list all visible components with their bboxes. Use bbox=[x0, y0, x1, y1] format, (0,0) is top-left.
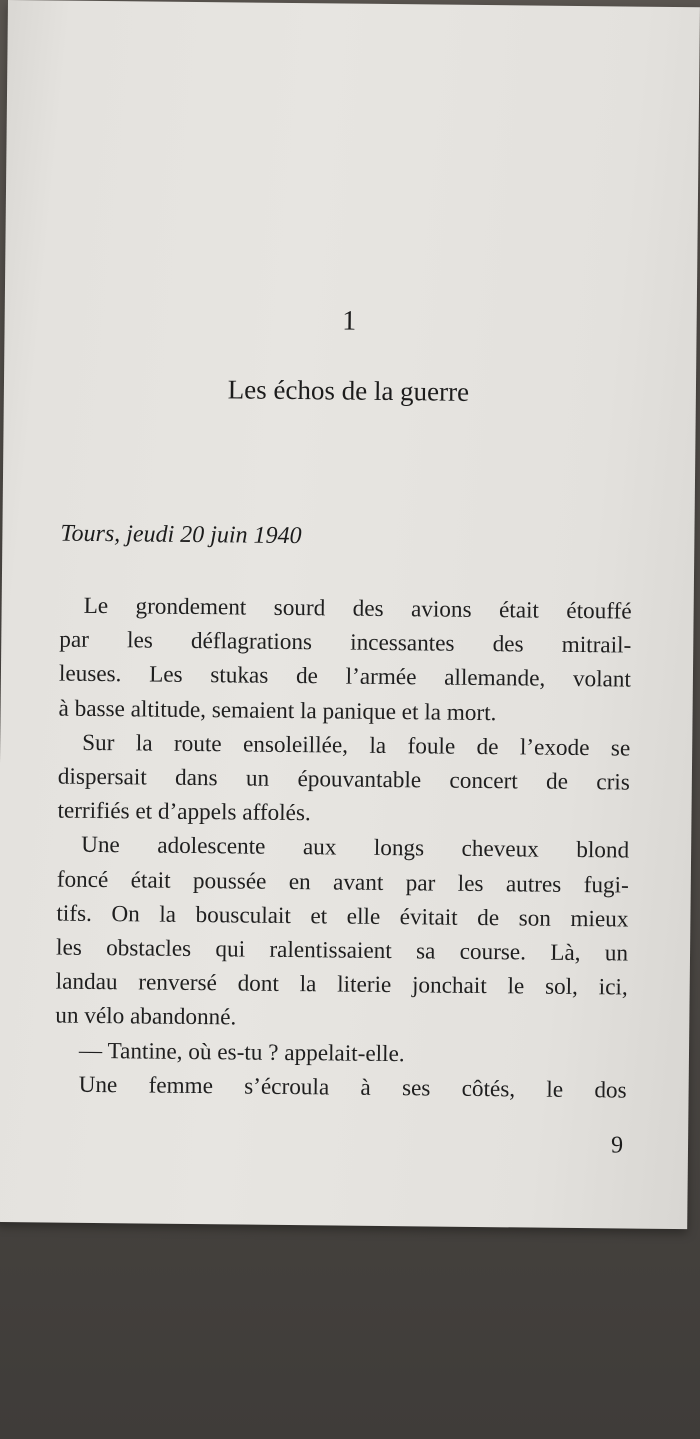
text-line: Une femme s’écroula à ses côtés, le dos bbox=[78, 1071, 627, 1104]
paragraph bbox=[58, 589, 631, 732]
body-text bbox=[54, 589, 631, 1108]
text-line: Une adolescente aux longs cheveux blond bbox=[81, 832, 630, 864]
text-line: Le grondement sourd des avions était étouffé bbox=[83, 592, 632, 625]
text-line: Sur la route ensoleillée, la foule de l’exode se bbox=[82, 729, 631, 762]
chapter-title: Les échos de la guerre bbox=[227, 374, 470, 407]
text-line: par les déflagrations incessantes des mitrail- bbox=[59, 626, 632, 659]
text-line: leuses. Les stukas de l’armée allemande, volant bbox=[58, 660, 632, 693]
paragraph bbox=[55, 828, 629, 1039]
text-line: foncé était poussée en avant par les autres fugi- bbox=[56, 866, 629, 899]
text-line: — Tantine, où es-tu ? appelait-elle. bbox=[78, 1037, 405, 1067]
paragraph bbox=[54, 1067, 626, 1107]
chapter-number: 1 bbox=[341, 305, 357, 337]
text-line: à basse altitude, semaient la panique et la mort. bbox=[58, 695, 497, 726]
paragraph bbox=[55, 1033, 627, 1073]
dateline: Tours, jeudi 20 juin 1940 bbox=[60, 520, 302, 550]
page-content bbox=[47, 1, 645, 1229]
text-line: tifs. On la bousculait et elle évitait de son mieux bbox=[56, 900, 629, 933]
paragraph bbox=[57, 725, 630, 834]
text-line: landau renversé dont la literie jonchait le sol, ici, bbox=[55, 968, 628, 1001]
page-number: 9 bbox=[610, 1132, 624, 1159]
text-line: les obstacles qui ralentissaient sa course. Là, un bbox=[55, 934, 629, 967]
text-line: terrifiés et d’appels affolés. bbox=[57, 797, 311, 827]
text-line: un vélo abandonné. bbox=[55, 1002, 237, 1031]
text-line: dispersait dans un épouvantable concert de cris bbox=[57, 763, 630, 796]
